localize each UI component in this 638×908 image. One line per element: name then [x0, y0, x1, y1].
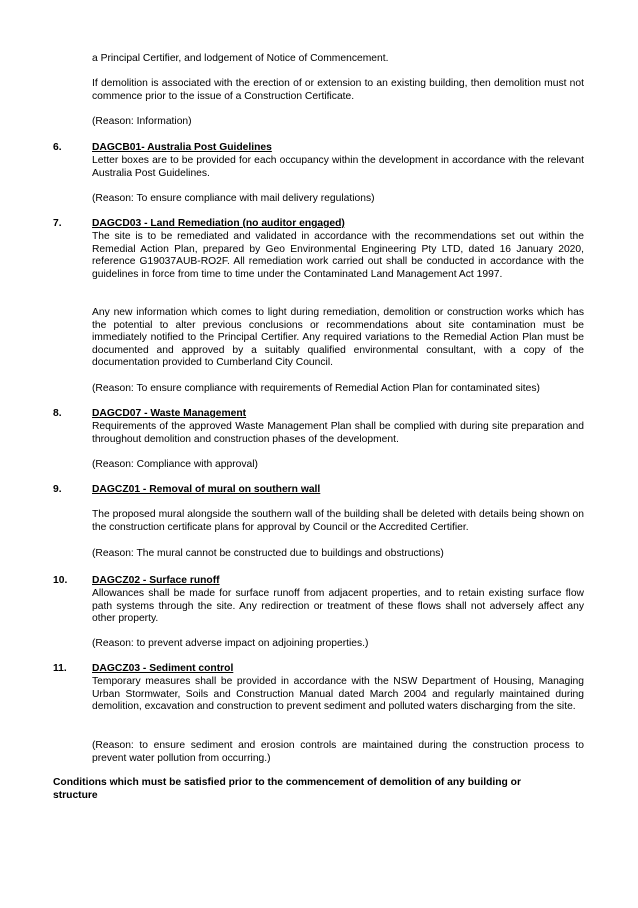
condition-reason: (Reason: To ensure compliance with mail delivery regulations) [92, 193, 375, 204]
condition-body: Allowances shall be made for surface runoff from adjacent properties, and to retain existing surface flow path systems through the site. Any redirection or treatment of these flows shall not adversely affect any other property. [92, 588, 584, 625]
condition-number: 6. [53, 142, 62, 153]
condition-number: 8. [53, 408, 62, 419]
condition-body: The site is to be remediated and validated in accordance with the recommendations set out within the Remedial Action Plan, prepared by Geo Environmental Engineering Pty LTD, dated 16 January 2020, reference G19037AUB-RO2F. All remediation work carried out shall be conducted in accordance with the guidelines in force from time to time under the Contaminated Land Management Act 1997. [92, 231, 584, 280]
condition-reason: (Reason: to prevent adverse impact on adjoining properties.) [92, 638, 369, 649]
intro-paragraph: If demolition is associated with the erection of or extension to an existing building, then demolition must not commence prior to the issue of a Construction Certificate. [92, 78, 584, 102]
condition-body: Letter boxes are to be provided for each occupancy within the development in accordance with the relevant Australia Post Guidelines. [92, 155, 584, 179]
intro-reason: (Reason: Information) [92, 116, 192, 127]
condition-reason: (Reason: To ensure compliance with requirements of Remedial Action Plan for contaminated sites) [92, 383, 540, 394]
condition-reason: (Reason: The mural cannot be constructed due to buildings and obstructions) [92, 548, 444, 559]
condition-title: DAGCZ03 - Sediment control [92, 663, 234, 674]
condition-body: Requirements of the approved Waste Management Plan shall be complied with during site preparation and throughout demolition and construction phases of the development. [92, 421, 584, 445]
condition-number: 7. [53, 218, 62, 229]
condition-body: Temporary measures shall be provided in accordance with the NSW Department of Housing, Managing Urban Stormwater, Soils and Construction Manual dated March 2004 and regularly maintained during demolition, excavation and construction to prevent sediment and polluted waters discharging from the site. [92, 676, 584, 713]
condition-title: DAGCZ02 - Surface runoff [92, 575, 220, 586]
condition-title: DAGCD03 - Land Remediation (no auditor engaged) [92, 218, 345, 229]
condition-number: 11. [53, 663, 67, 674]
condition-body-2: Any new information which comes to light during remediation, demolition or construction works which has the potential to alter previous conclusions or recommendations about site contamination must be immediately notified to the Principal Certifier. Any required variations to the Remedial Action Plan must be documented and approved by a suitably qualified environmental consultant, with a copy of the documentation provided to Cumberland City Council. [92, 307, 584, 369]
section-heading: Conditions which must be satisfied prior to the commencement of demolition of any building or structure [53, 777, 521, 801]
intro-line: a Principal Certifier, and lodgement of Notice of Commencement. [92, 53, 389, 64]
condition-reason: (Reason: to ensure sediment and erosion controls are maintained during the construction process to prevent water pollution from occurring.) [92, 740, 584, 764]
condition-title: DAGCZ01 - Removal of mural on southern wall [92, 484, 321, 495]
condition-number: 9. [53, 484, 62, 495]
condition-body: The proposed mural alongside the southern wall of the building shall be deleted with details being shown on the construction certificate plans for approval by Council or the Accredited Certifier. [92, 509, 584, 533]
condition-reason: (Reason: Compliance with approval) [92, 459, 258, 470]
condition-title: DAGCD07 - Waste Management [92, 408, 247, 419]
condition-number: 10. [53, 575, 68, 586]
condition-title: DAGCB01- Australia Post Guidelines [92, 142, 272, 153]
